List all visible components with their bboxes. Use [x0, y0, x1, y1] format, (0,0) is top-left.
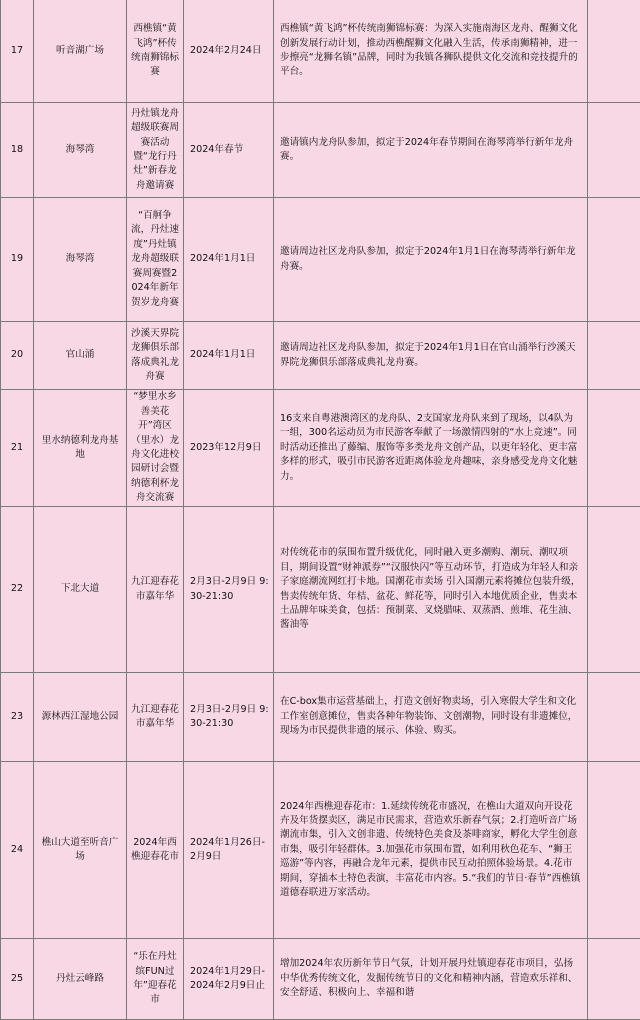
location-cell: 官山涌 — [34, 322, 127, 390]
description-cell: 邀请周边社区龙舟队参加，拟定于2024年1月1日在海琴湾举行新年龙舟赛。 — [274, 198, 588, 322]
location-cell: 里水纳德利龙舟基地 — [34, 390, 127, 507]
event-name-cell: 沙溪天界院龙狮俱乐部落成典礼龙舟赛 — [127, 322, 184, 390]
location-cell: 源林西江湿地公园 — [34, 673, 127, 762]
table-row — [1, 939, 640, 1020]
description-cell: 增加2024年农历新年节日气氛，计划开展丹灶镇迎春花市项目，弘扬中华优秀传统文化，发掘传统节日的文化和精神内涵，营造欢乐祥和、安全舒适、积极向上、幸福和谐 — [274, 939, 588, 1020]
empty-cell — [588, 939, 640, 1020]
time-cell: 2024年1月29日-2024年2月9日止 — [184, 939, 274, 1020]
table-row — [1, 390, 640, 507]
table-row — [1, 322, 640, 390]
row-number: 17 — [1, 0, 34, 103]
empty-cell — [588, 762, 640, 939]
row-number: 23 — [1, 673, 34, 762]
event-name-cell: “乐在丹灶 缤FUN过年”迎春花市 — [127, 939, 184, 1020]
event-name-cell: 西樵镇“黄飞鸿”杯传统南狮锦标赛 — [127, 0, 184, 103]
description-cell: 邀请镇内龙舟队参加，拟定于2024年春节期间在海琴湾举行新年龙舟赛。 — [274, 103, 588, 198]
empty-cell — [588, 507, 640, 673]
time-cell: 2024年春节 — [184, 103, 274, 198]
empty-cell — [588, 103, 640, 198]
table-row — [1, 507, 640, 673]
row-number: 25 — [1, 939, 34, 1020]
description-cell: 西樵镇“黄飞鸿”杯传统南狮锦标赛：为深入实施南海区龙舟、醒狮文化创新发展行动计划，推动西樵醒狮文化融入生活，传承南狮精神，进一步擦亮“龙狮名镇”品牌，同时为我镇各狮队提供文化交流和竞技提升的平台。 — [274, 0, 588, 103]
description-cell: 对传统花市的氛围布置升级优化，同时融入更多潮购、潮玩、潮叹项目，期间设置“财神派券”“汉服快闪”等互动环节，打造成为年轻人和亲子家庭潮流网红打卡地。国潮花市卖场 引入国潮元素将摊位包装升级，售卖传统年货、年桔、盆花、鲜花等，同时引入本地优质企业，售卖本土品牌年味美食，包括：预制菜、叉烧腊味、双蒸酒、煎堆、花生油、酱油等 — [274, 507, 588, 673]
time-cell: 2月3日-2月9日 9:30-21:30 — [184, 507, 274, 673]
empty-cell — [588, 0, 640, 103]
time-cell: 2024年1月26日-2月9日 — [184, 762, 274, 939]
time-cell: 2023年12月9日 — [184, 390, 274, 507]
event-name-cell: “梦里水乡 善美花开”湾区（里水）龙舟文化进校园研讨会暨纳德利杯龙舟交流赛 — [127, 390, 184, 507]
description-cell: 16支来自粤港澳湾区的龙舟队、2支国家龙舟队来到了现场，以4队为一组，300名运动员为市民游客奉献了一场激情四射的“水上竞速”。同时活动还推出了藤编、服饰等多类龙舟文创产品，以更年轻化、更丰富多样的形式，吸引市民游客近距离体验龙舟趣味，亲身感受龙舟文化魅力。 — [274, 390, 588, 507]
table-row — [1, 0, 640, 103]
time-cell: 2024年1月1日 — [184, 322, 274, 390]
description-cell: 在C-box集市运营基础上，打造文创好物卖场，引入寒假大学生和文化工作室创意摊位，售卖各种年物装饰、文创潮物，同时设有非遗摊位，现场为市民提供非遗的展示、体验、购买。 — [274, 673, 588, 762]
event-name-cell: 2024年西樵迎春花市 — [127, 762, 184, 939]
empty-cell — [588, 673, 640, 762]
location-cell: 海琴湾 — [34, 198, 127, 322]
empty-cell — [588, 198, 640, 322]
description-cell: 邀请周边社区龙舟队参加，拟定于2024年1月1日在官山涌举行沙溪天界院龙狮俱乐部落成典礼龙舟赛。 — [274, 322, 588, 390]
row-number: 21 — [1, 390, 34, 507]
row-number: 22 — [1, 507, 34, 673]
table-row — [1, 762, 640, 939]
row-number: 24 — [1, 762, 34, 939]
location-cell: 海琴湾 — [34, 103, 127, 198]
row-number: 19 — [1, 198, 34, 322]
event-name-cell: 丹灶镇龙舟超级联赛周赛活动暨“龙行丹灶”新春龙舟邀请赛 — [127, 103, 184, 198]
table-row — [1, 673, 640, 762]
empty-cell — [588, 322, 640, 390]
table-row — [1, 103, 640, 198]
location-cell: 丹灶云峰路 — [34, 939, 127, 1020]
event-name-cell: “百舸争流，丹灶速度”丹灶镇龙舟超级联赛周赛暨2024年新年贺岁龙舟赛 — [127, 198, 184, 322]
event-name-cell: 九江迎春花市嘉年华 — [127, 507, 184, 673]
time-cell: 2024年1月1日 — [184, 198, 274, 322]
event-name-cell: 九江迎春花市嘉年华 — [127, 673, 184, 762]
description-cell: 2024年西樵迎春花市：1.延续传统花市盛况，在樵山大道双向开设花卉及年货摆卖区，满足市民需求，营造欢乐新春气氛；2.打造听音广场潮流市集，引入文创非遗、传统特色美食及茶啡商家，孵化大学生创意市集，吸引年轻群体。3.加强花市氛围布置，如利用秋色花车、“狮王巡游”等内容，再融合龙年元素，提供市民互动拍照体验场景。4.花市期间，穿插本土特色表演，丰富花市内容。5.“我们的节日·春节”西樵镇道德春联进万家活动。 — [274, 762, 588, 939]
table-row — [1, 198, 640, 322]
location-cell: 下北大道 — [34, 507, 127, 673]
empty-cell — [588, 390, 640, 507]
row-number: 20 — [1, 322, 34, 390]
time-cell: 2024年2月24日 — [184, 0, 274, 103]
location-cell: 听音湖广场 — [34, 0, 127, 103]
row-number: 18 — [1, 103, 34, 198]
location-cell: 樵山大道至听音广场 — [34, 762, 127, 939]
time-cell: 2月3日-2月9日 9:30-21:30 — [184, 673, 274, 762]
